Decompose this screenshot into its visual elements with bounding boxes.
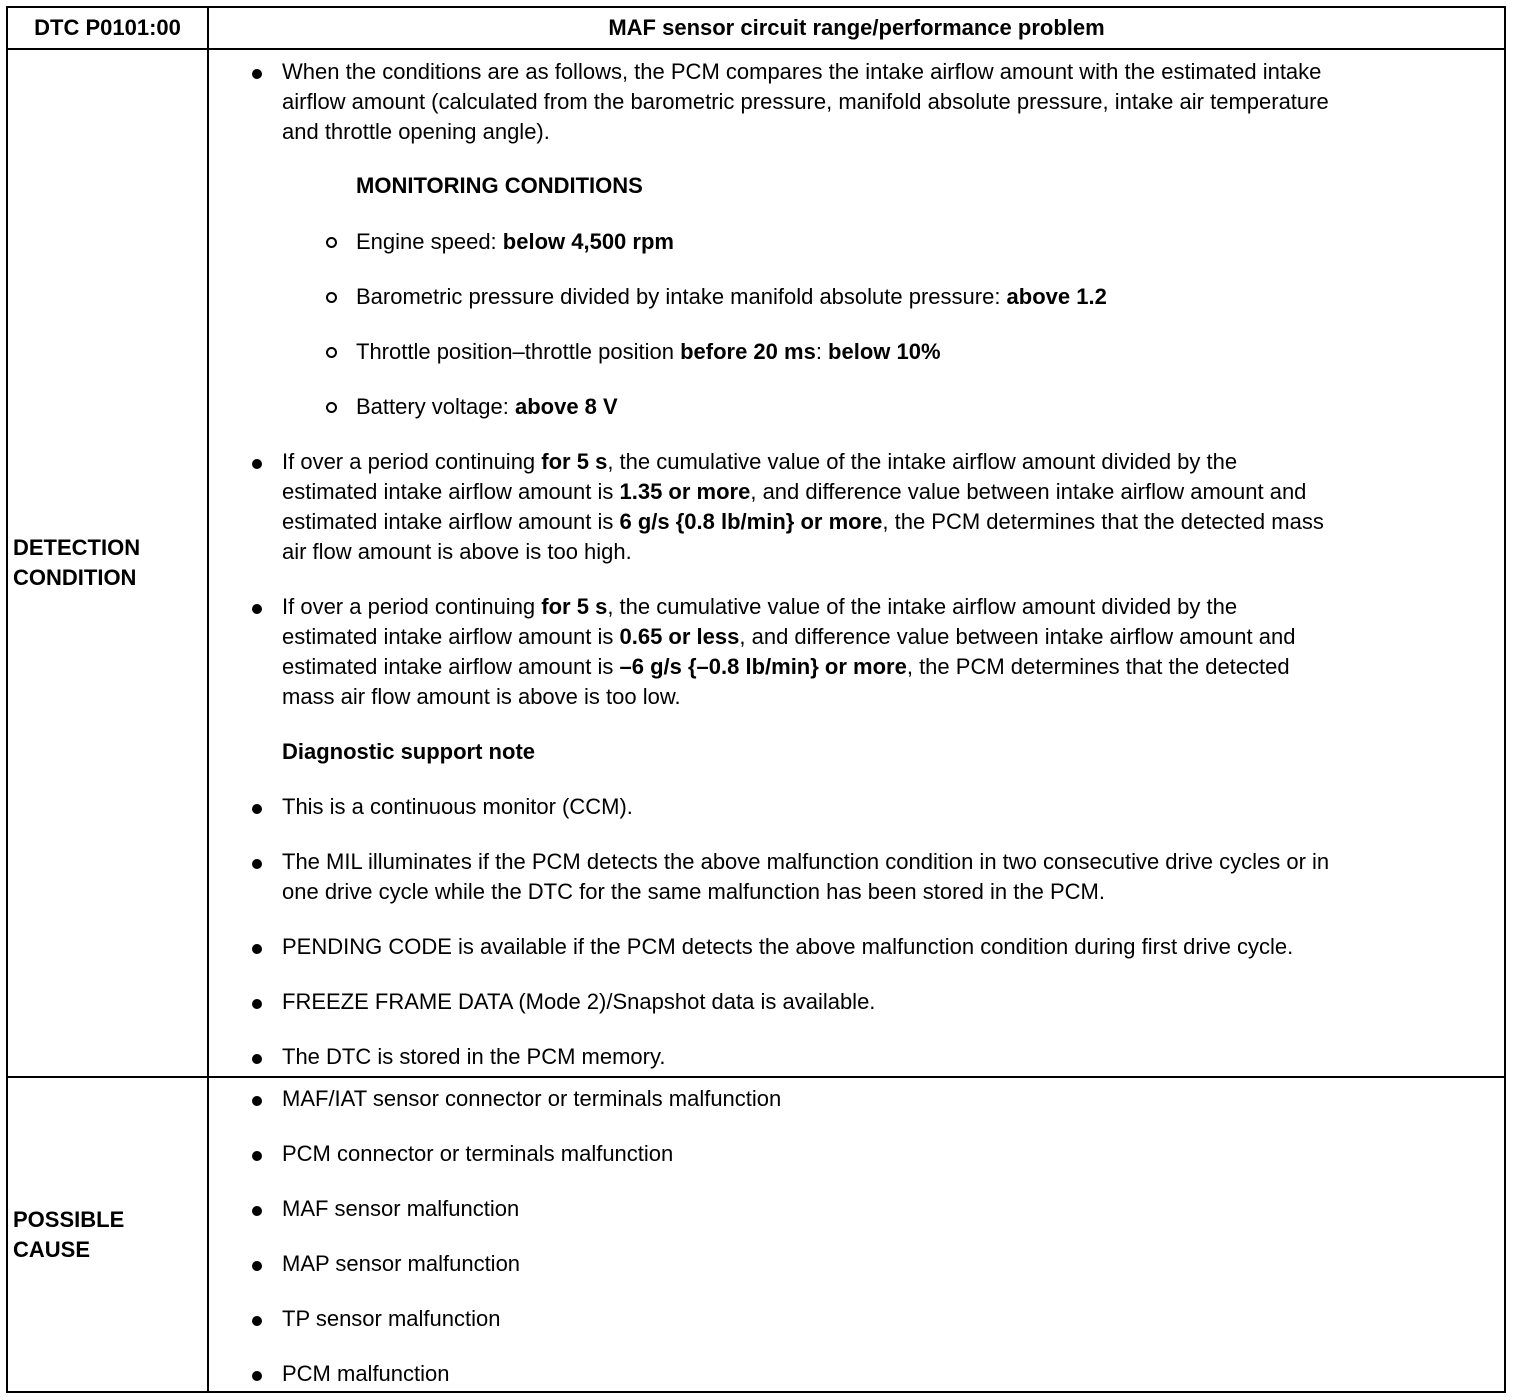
bullet-icon (252, 804, 262, 814)
bullet-icon (252, 69, 262, 79)
dtc-table (6, 6, 1506, 1393)
bullet-icon (252, 459, 262, 469)
dtc-code: DTC P0101:00 (34, 15, 181, 40)
dtc-title: MAF sensor circuit range/performance problem (608, 15, 1105, 40)
bullet-icon (252, 944, 262, 954)
monitoring-conditions-heading: MONITORING CONDITIONS (356, 173, 643, 198)
note-mil-line-2: one drive cycle while the DTC for the same malfunction has been stored in the PCM. (282, 879, 1105, 904)
high-line-3: estimated intake airflow amount is 6 g/s {0.8 lb/min} or more, the PCM determines that the detected mass (282, 509, 1324, 534)
intro-line-2: airflow amount (calculated from the barometric pressure, manifold absolute pressure, intake air temperature (282, 89, 1329, 114)
note-dtc-stored: The DTC is stored in the PCM memory. (282, 1044, 666, 1069)
high-line-2: estimated intake airflow amount is 1.35 or more, and difference value between intake airflow amount and (282, 479, 1307, 504)
condition-battery: Battery voltage: above 8 V (356, 394, 618, 419)
note-freeze-frame: FREEZE FRAME DATA (Mode 2)/Snapshot data is available. (282, 989, 876, 1014)
detection-condition-label (13, 533, 140, 593)
condition-barometric: Barometric pressure divided by intake manifold absolute pressure: above 1.2 (356, 284, 1107, 309)
label-line: CAUSE (13, 1237, 91, 1262)
label-line: CONDITION (13, 565, 137, 590)
bullet-icon (252, 1371, 262, 1381)
low-line-4: mass air flow amount is above is too low. (282, 684, 681, 709)
label-line: DETECTION (13, 535, 141, 560)
note-ccm: This is a continuous monitor (CCM). (282, 794, 633, 819)
bullet-icon (252, 1316, 262, 1326)
bullet-icon (252, 1206, 262, 1216)
condition-engine-speed: Engine speed: below 4,500 rpm (356, 229, 674, 254)
bullet-icon (252, 1054, 262, 1064)
cause-item: PCM connector or terminals malfunction (282, 1141, 674, 1166)
high-line-1: If over a period continuing for 5 s, the cumulative value of the intake airflow amount divided by the (282, 449, 1238, 474)
low-line-3: estimated intake airflow amount is –6 g/s {–0.8 lb/min} or more, the PCM determines that the detected (282, 654, 1290, 679)
hollow-bullet-icon (326, 292, 337, 303)
label-line: POSSIBLE (13, 1207, 125, 1232)
bullet-icon (252, 604, 262, 614)
bullet-icon (252, 999, 262, 1009)
bullet-icon (252, 1151, 262, 1161)
intro-line-3: and throttle opening angle). (282, 119, 550, 144)
cause-item: TP sensor malfunction (282, 1306, 501, 1331)
bullet-icon (252, 859, 262, 869)
cause-item: MAP sensor malfunction (282, 1251, 521, 1276)
cause-item: MAF/IAT sensor connector or terminals malfunction (282, 1086, 782, 1111)
low-line-2: estimated intake airflow amount is 0.65 or less, and difference value between intake airflow amount and (282, 624, 1296, 649)
hollow-bullet-icon (326, 237, 337, 248)
note-mil-line-1: The MIL illuminates if the PCM detects the above malfunction condition in two consecutive drive cycles or in (282, 849, 1330, 874)
condition-throttle: Throttle position–throttle position before 20 ms: below 10% (356, 339, 941, 364)
row-divider (8, 1076, 1504, 1078)
bullet-icon (252, 1261, 262, 1271)
diagnostic-support-heading: Diagnostic support note (282, 739, 535, 764)
possible-cause-label (13, 1205, 124, 1265)
bullet-icon (252, 1096, 262, 1106)
intro-line-1: When the conditions are as follows, the PCM compares the intake airflow amount with the estimated intake (282, 59, 1322, 84)
note-pending-code: PENDING CODE is available if the PCM detects the above malfunction condition during first drive cycle. (282, 934, 1294, 959)
high-line-4: air flow amount is above is too high. (282, 539, 632, 564)
hollow-bullet-icon (326, 347, 337, 358)
column-divider (207, 8, 209, 1391)
cause-item: PCM malfunction (282, 1361, 450, 1386)
cause-item: MAF sensor malfunction (282, 1196, 520, 1221)
low-line-1: If over a period continuing for 5 s, the cumulative value of the intake airflow amount divided by the (282, 594, 1238, 619)
hollow-bullet-icon (326, 402, 337, 413)
header-divider (8, 48, 1504, 50)
